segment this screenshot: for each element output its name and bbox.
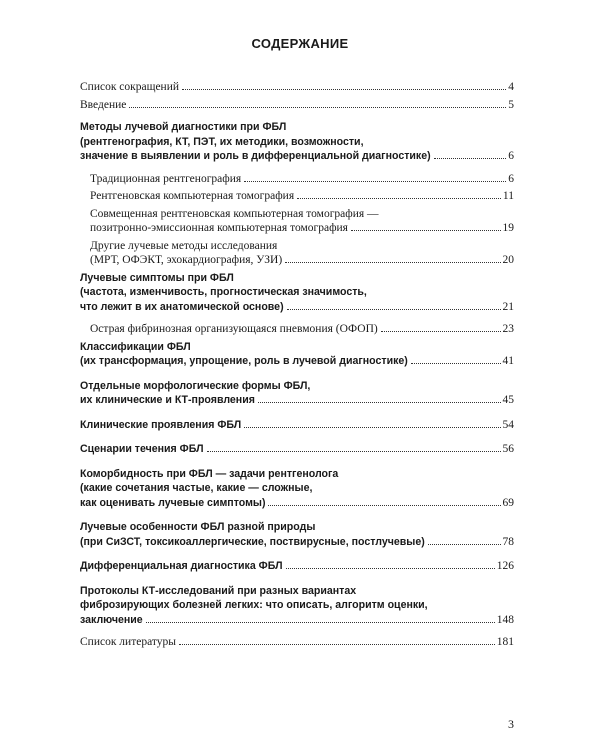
dot-leader <box>129 107 506 108</box>
toc-page-number: 54 <box>502 418 514 431</box>
toc-entry <box>80 467 514 511</box>
toc-page-number: 6 <box>508 172 514 185</box>
toc-page-number: 148 <box>496 613 514 626</box>
toc-entry-line <box>80 120 514 135</box>
toc-entry-line <box>80 535 514 550</box>
toc-entry <box>80 172 514 187</box>
toc-entry <box>80 584 514 628</box>
toc-page-number: 181 <box>496 636 514 648</box>
toc-entry-text: Дифференциальная диагностика ФБЛ <box>80 560 283 572</box>
toc-entry-line <box>80 135 514 150</box>
toc-entry <box>80 635 514 650</box>
toc-page-number: 41 <box>502 355 514 367</box>
dot-leader <box>258 402 501 403</box>
dot-leader <box>146 622 495 623</box>
toc-entry-text: Острая фибринозная организующаяся пневмония (ОФОП) <box>90 323 378 335</box>
toc-entry-text: Введение <box>80 98 127 111</box>
toc-entry-line <box>80 379 514 394</box>
toc-entry <box>80 120 514 164</box>
toc-page-number: 20 <box>502 254 514 266</box>
toc-page-number: 21 <box>502 300 514 313</box>
toc-entry-text: (МРТ, ОФЭКТ, эхокардиография, УЗИ) <box>90 254 283 266</box>
toc-entry-line <box>80 496 514 511</box>
toc-entry-line <box>80 253 514 268</box>
toc-entry-text: (при СиЗСТ, токсикоаллергические, поствирусные, постлучевые) <box>80 535 425 548</box>
toc-entry-text: Рентгеновская компьютерная томография <box>90 190 295 202</box>
toc-entry-text: Лучевые особенности ФБЛ разной природы <box>80 521 316 533</box>
toc-entry <box>80 442 514 457</box>
dot-leader <box>381 331 501 332</box>
toc-page-number: 45 <box>502 394 514 406</box>
toc-entry-line <box>80 635 514 650</box>
toc-entry-text: Совмещенная рентгеновская компьютерная томография — <box>90 207 379 220</box>
dot-leader <box>179 644 495 645</box>
dot-leader <box>244 181 506 182</box>
page-title: СОДЕРЖАНИЕ <box>251 36 349 51</box>
toc-entry-text: позитронно-эмиссионная компьютерная томография <box>90 222 348 234</box>
toc-entry <box>80 418 514 433</box>
toc-entry-line <box>80 149 514 164</box>
toc-entry-line <box>80 442 514 457</box>
dot-leader <box>351 230 501 231</box>
dot-leader <box>285 262 500 263</box>
toc-entry-line <box>80 98 514 113</box>
dot-leader <box>244 427 500 428</box>
toc-entry-line <box>80 221 514 236</box>
toc-entry-text: заключение <box>80 613 143 626</box>
toc-entry-line <box>80 207 514 222</box>
toc-entry-text: Клинические проявления ФБЛ <box>80 418 242 431</box>
toc-entry-line <box>80 598 514 613</box>
toc-entry <box>80 98 514 113</box>
toc-entry-text: Коморбидность при ФБЛ — задачи рентгенолога <box>80 467 339 480</box>
dot-leader <box>207 451 501 452</box>
toc-entry-text: Список сокращений <box>80 81 180 93</box>
toc-page-number: 11 <box>502 190 514 202</box>
toc-entry-text: их клинические и КТ-проявления <box>80 394 255 406</box>
toc-entry-text: (их трансформация, упрощение, роль в лучевой диагностике) <box>80 355 408 367</box>
toc-page-number: 23 <box>502 323 514 335</box>
toc-entry-line <box>80 467 514 482</box>
toc-entry-line <box>80 393 514 408</box>
dot-leader <box>268 505 500 506</box>
toc-entry-text: Лучевые симптомы при ФБЛ <box>80 271 234 284</box>
dot-leader <box>287 309 501 310</box>
toc-entry-text: Другие лучевые методы исследования <box>90 239 278 252</box>
toc-page-number: 69 <box>502 496 514 509</box>
table-of-contents <box>80 80 514 650</box>
toc-entry-line <box>80 354 514 369</box>
toc-entry-line <box>80 239 514 254</box>
toc-entry-line <box>80 322 514 337</box>
toc-entry-text: (какие сочетания частые, какие — сложные, <box>80 482 313 494</box>
toc-entry-text: Протоколы КТ-исследований при разных вариантах <box>80 584 357 597</box>
toc-entry <box>80 239 514 268</box>
toc-entry <box>80 271 514 315</box>
toc-entry-text: Традиционная рентгенография <box>90 172 242 185</box>
toc-entry-line <box>80 584 514 599</box>
toc-entry-text: Классификации ФБЛ <box>80 340 191 353</box>
toc-entry-line <box>80 481 514 496</box>
toc-entry-line <box>80 340 514 355</box>
toc-entry <box>80 189 514 204</box>
toc-entry-text: (рентгенография, КТ, ПЭТ, их методики, возможности, <box>80 135 364 148</box>
toc-entry <box>80 559 514 574</box>
toc-entry-text: Список литературы <box>80 636 176 648</box>
toc-entry-text: Отдельные морфологические формы ФБЛ, <box>80 379 311 392</box>
dot-leader <box>411 363 501 364</box>
toc-entry-text: фиброзирующих болезней легких: что описать, алгоритм оценки, <box>80 599 428 611</box>
page-number: 3 <box>508 717 514 731</box>
toc-entry <box>80 322 514 337</box>
toc-entry <box>80 340 514 369</box>
toc-entry-line <box>80 520 514 535</box>
toc-entry-text: значение в выявлении и роль в дифференциальной диагностике) <box>80 150 431 162</box>
dot-leader <box>286 568 495 569</box>
toc-page-number: 56 <box>502 443 514 455</box>
toc-entry <box>80 80 514 95</box>
toc-entry-text: Методы лучевой диагностики при ФБЛ <box>80 121 287 133</box>
toc-entry-line <box>80 418 514 433</box>
toc-page-number: 6 <box>508 150 514 162</box>
toc-entry-line <box>80 613 514 628</box>
toc-entry <box>80 520 514 549</box>
toc-entry-text: как оценивать лучевые симптомы) <box>80 496 266 509</box>
dot-leader <box>434 158 507 159</box>
toc-page-number: 78 <box>502 535 514 548</box>
toc-entry-line <box>80 189 514 204</box>
toc-entry-line <box>80 559 514 574</box>
toc-entry <box>80 379 514 408</box>
toc-page-number: 19 <box>502 222 514 234</box>
toc-entry-line <box>80 300 514 315</box>
toc-entry-text: Сценарии течения ФБЛ <box>80 443 204 455</box>
toc-entry-line <box>80 285 514 300</box>
dot-leader <box>428 544 501 545</box>
dot-leader <box>182 89 506 90</box>
toc-entry-text: что лежит в их анатомической основе) <box>80 300 284 313</box>
toc-entry <box>80 207 514 236</box>
toc-page-number: 5 <box>508 98 514 111</box>
dot-leader <box>297 198 501 199</box>
toc-page-number: 4 <box>508 81 514 93</box>
toc-page-number: 126 <box>496 560 514 572</box>
toc-entry-line <box>80 172 514 187</box>
toc-entry-text: (частота, изменчивость, прогностическая значимость, <box>80 286 367 298</box>
toc-entry-line <box>80 80 514 95</box>
toc-entry-line <box>80 271 514 286</box>
